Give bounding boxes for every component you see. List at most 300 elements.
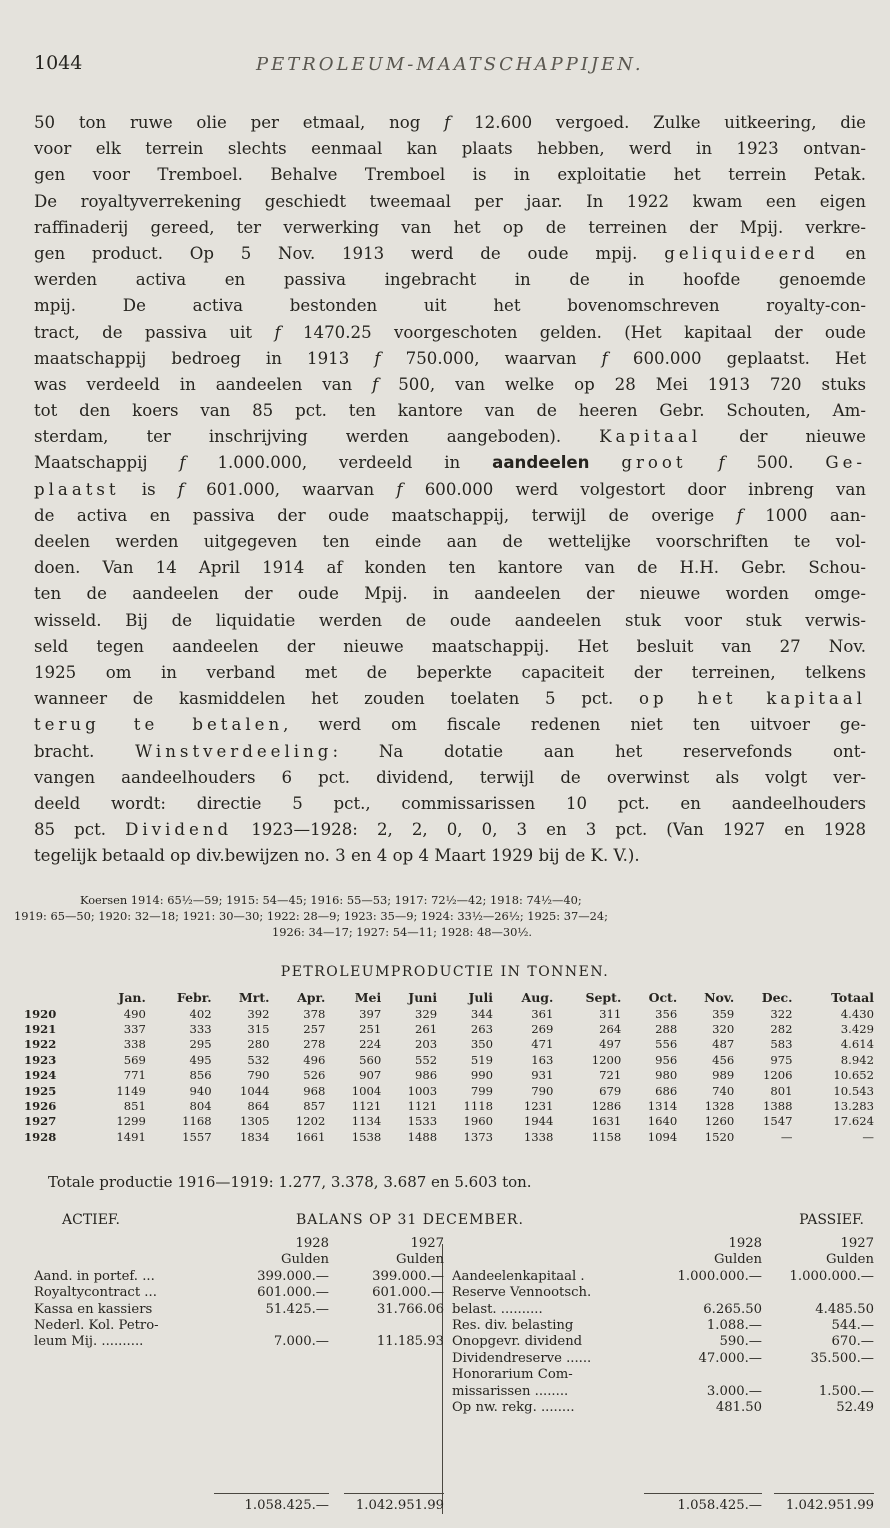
balance-ra: Aandeelenkapitaal .: [452, 1268, 585, 1284]
text-line: [34, 424, 866, 450]
table-cell: 315: [247, 1022, 270, 1037]
year-cell: 1923: [24, 1052, 57, 1067]
table-cell: 771: [123, 1068, 146, 1083]
production-table-header: [24, 988, 874, 1006]
balance-rv1: Gulden: [714, 1252, 762, 1268]
text-line: [34, 267, 866, 293]
table-cell: 856: [189, 1068, 212, 1083]
table-cell: 163: [531, 1052, 554, 1067]
table-row: [24, 1021, 874, 1036]
text-run: groot: [621, 453, 687, 473]
table-cell: 278: [303, 1037, 326, 1052]
table-cell: 990: [470, 1068, 494, 1083]
production-table-title: PETROLEUMPRODUCTIE IN TONNEN.: [280, 964, 610, 980]
table-cell: 1631: [591, 1114, 622, 1129]
balance-sheet: [34, 1236, 874, 1416]
text-run: 601.000, waarvan: [183, 479, 397, 499]
balance-row: [34, 1318, 874, 1334]
production-table: [24, 988, 874, 1145]
text-line: [34, 817, 866, 843]
text-line: [34, 634, 866, 660]
text-run: [687, 453, 719, 472]
balance-rv2: 670.—: [831, 1334, 874, 1350]
text-run: bracht.: [34, 741, 136, 761]
text-run: ten de aandeelen der oude Mpij. in aandeelen der nieuwe worden omge-: [34, 584, 866, 604]
text-run: tot den koers van 85 pct. ten kantore van de heeren Gebr. Schouten, Am-: [34, 401, 866, 421]
text-line: [34, 529, 866, 555]
total-assets-1927: 1.042.951.99: [355, 1498, 444, 1513]
table-cell: 532: [247, 1052, 270, 1067]
table-cell: 1520: [704, 1129, 735, 1144]
text-run: f: [372, 374, 379, 394]
text-line: [34, 843, 866, 869]
column-header: [24, 988, 90, 1006]
text-run: de activa en passiva der oude maatschappij, terwijl de overige: [34, 505, 737, 525]
text-run: terug te betalen: [34, 715, 284, 735]
text-run: 600.000 geplaatst. Het: [607, 348, 866, 368]
table-cell: 1388: [763, 1099, 793, 1114]
table-cell: 1121: [351, 1099, 382, 1114]
balance-ra: belast. ..........: [452, 1301, 543, 1317]
total-liabilities-1927: 1.042.951.99: [785, 1498, 874, 1513]
column-header: Oct.: [648, 989, 678, 1005]
balance-ra: Res. div. belasting: [452, 1317, 574, 1333]
table-cell: 4.614: [840, 1037, 874, 1052]
table-cell: 322: [770, 1006, 793, 1021]
table-cell: 1547: [763, 1114, 793, 1129]
balance-row: [34, 1351, 874, 1367]
balance-row: [34, 1334, 874, 1350]
sum-rule: [644, 1493, 762, 1494]
text-line: [34, 398, 866, 424]
table-cell: 721: [599, 1068, 622, 1083]
table-cell: 569: [123, 1052, 146, 1067]
table-cell: 975: [770, 1052, 793, 1067]
table-cell: 456: [712, 1052, 735, 1067]
balance-row: [34, 1285, 874, 1301]
balance-rv1: 47.000.—: [698, 1350, 762, 1366]
text-run: wanneer de kasmiddelen het zouden toelaten 5 pct.: [34, 689, 640, 709]
text-run: 1923—1928: 2, 2, 0, 0, 3 en 3 pct. (Van 1927 en 1928: [232, 820, 866, 840]
text-line: [34, 450, 866, 476]
text-line: [34, 739, 866, 765]
balance-rv1: 1.000.000.—: [677, 1268, 762, 1284]
balance-rv2: 1.000.000.—: [789, 1268, 874, 1284]
balance-rv1: 1928: [728, 1236, 762, 1251]
table-cell: 857: [303, 1099, 326, 1114]
table-cell: 679: [599, 1083, 622, 1098]
text-line: [34, 608, 866, 634]
sum-rule: [214, 1493, 329, 1494]
column-header: Sept.: [585, 989, 622, 1005]
year-cell: 1921: [24, 1022, 57, 1037]
table-cell: 1488: [407, 1129, 438, 1144]
column-header: Totaal: [831, 989, 874, 1005]
table-cell: 311: [599, 1006, 622, 1021]
text-run: 1470.25 voorgeschoten gelden. (Het kapitaal der oude: [280, 322, 866, 342]
text-line: [34, 581, 866, 607]
table-cell: 1338: [523, 1129, 554, 1144]
table-cell: 851: [123, 1099, 146, 1114]
table-cell: 1491: [116, 1129, 146, 1144]
text-run: 750.000, waarvan: [380, 348, 602, 368]
sum-rule: [774, 1493, 874, 1494]
table-cell: 1640: [647, 1114, 678, 1129]
page-number: 1044: [34, 52, 83, 74]
table-cell: —: [862, 1129, 874, 1144]
text-line: [34, 320, 866, 346]
table-cell: 329: [414, 1006, 438, 1021]
text-run: op het kapitaal: [639, 689, 866, 709]
text-line: [34, 712, 866, 738]
table-cell: 686: [655, 1083, 678, 1098]
column-header: Jan.: [118, 989, 146, 1005]
balance-row: [34, 1302, 874, 1318]
table-cell: 989: [712, 1068, 735, 1083]
balance-la: Aand. in portef. ...: [34, 1268, 155, 1284]
text-run: doen. Van 14 April 1914 af konden ten kantore van de H.H. Gebr. Schou-: [34, 558, 866, 578]
table-cell: 1538: [351, 1129, 382, 1144]
table-cell: 801: [770, 1083, 793, 1098]
text-run: f: [177, 479, 184, 499]
text-run: 50 ton ruwe olie per etmaal, nog: [34, 113, 445, 132]
text-run: 1925 om in verband met de beperkte capaciteit der terreinen, telkens: [34, 662, 866, 682]
running-title: PETROLEUM-MAATSCHAPPIJEN.: [256, 54, 644, 75]
page-header: [34, 52, 854, 82]
text-line: [34, 189, 866, 215]
text-line: [34, 477, 866, 503]
table-cell: 1305: [239, 1114, 270, 1129]
balance-lv1: 51.425.—: [265, 1301, 329, 1317]
table-cell: 1094: [647, 1129, 678, 1144]
balance-sheet-header: [34, 1212, 864, 1236]
balance-rv1: 1.088.—: [706, 1317, 762, 1333]
share-prices-line: 1919: 65—50; 1920: 32—18; 1921: 30—30; 1922: 28—9; 1923: 35—9; 1924: 33½—26½; 1925: 37—24;: [14, 909, 608, 923]
balance-la: Kassa en kassiers: [34, 1301, 153, 1317]
table-cell: 1118: [463, 1099, 494, 1114]
table-cell: 397: [359, 1006, 382, 1021]
column-header: Juli: [468, 989, 494, 1005]
column-header: Nov.: [704, 989, 735, 1005]
table-cell: 496: [303, 1052, 326, 1067]
table-cell: 338: [123, 1037, 146, 1052]
text-run: maatschappij bedroeg in 1913: [34, 348, 375, 368]
year-cell: 1926: [24, 1099, 57, 1114]
table-cell: —: [780, 1129, 793, 1144]
table-cell: 1328: [704, 1099, 735, 1114]
total-production-note: Totale productie 1916—1919: 1.277, 3.378, 3.687 en 5.603 ton.: [48, 1173, 532, 1191]
table-cell: 495: [189, 1052, 212, 1067]
table-cell: 1373: [463, 1129, 494, 1144]
column-header: Febr.: [176, 989, 212, 1005]
table-cell: 224: [359, 1037, 382, 1052]
text-line: [34, 110, 866, 136]
share-prices-line: 1926: 34—17; 1927: 54—11; 1928: 48—30½.: [272, 925, 533, 939]
table-row: [24, 1037, 874, 1052]
table-cell: 361: [531, 1006, 554, 1021]
text-run: [589, 453, 621, 472]
table-cell: 295: [189, 1037, 212, 1052]
balance-lv2: 11.185.93: [376, 1334, 444, 1350]
table-cell: 1834: [239, 1129, 270, 1144]
balance-row: [34, 1384, 874, 1400]
balance-ra: Dividendreserve ......: [452, 1350, 592, 1366]
total-liabilities-1928: 1.058.425.—: [677, 1498, 762, 1513]
balance-rv2: 4.485.50: [815, 1301, 874, 1317]
table-cell: 931: [531, 1068, 554, 1083]
year-cell: 1927: [24, 1114, 57, 1129]
table-cell: 402: [189, 1006, 212, 1021]
balance-rv1: 3.000.—: [706, 1383, 762, 1399]
year-cell: 1922: [24, 1037, 57, 1052]
table-cell: 1231: [523, 1099, 554, 1114]
table-cell: 261: [414, 1022, 438, 1037]
table-cell: 1003: [407, 1083, 438, 1098]
table-cell: 320: [712, 1022, 735, 1037]
table-cell: 1044: [239, 1083, 270, 1098]
table-cell: 1200: [591, 1052, 622, 1067]
text-line: [34, 503, 866, 529]
year-cell: 1925: [24, 1083, 57, 1098]
table-cell: 986: [414, 1068, 438, 1083]
text-line: [34, 555, 866, 581]
balance-rv1: 481.50: [715, 1399, 762, 1415]
table-cell: 282: [770, 1022, 793, 1037]
balance-rv2: 1927: [840, 1236, 874, 1251]
text-run: tegelijk betaald op div.bewijzen no. 3 en 4 op 4 Maart 1929 bij de K. V.).: [34, 846, 640, 866]
table-cell: 1661: [295, 1129, 326, 1144]
table-cell: 8.942: [840, 1052, 874, 1067]
table-cell: 1314: [647, 1099, 678, 1114]
text-run: f: [736, 505, 743, 525]
balance-lv1: 1928: [295, 1236, 329, 1251]
table-cell: 269: [531, 1022, 554, 1037]
table-cell: 1557: [182, 1129, 212, 1144]
table-row: [24, 1098, 874, 1113]
text-run: aandeelen: [492, 453, 590, 473]
table-cell: 526: [303, 1068, 326, 1083]
table-cell: 1004: [351, 1083, 382, 1098]
text-run: was verdeeld in aandeelen van: [34, 374, 373, 394]
table-cell: 251: [359, 1022, 382, 1037]
text-line: [34, 162, 866, 188]
balance-ra: Reserve Vennootsch.: [452, 1285, 592, 1301]
text-run: 1000 aan-: [742, 505, 866, 525]
balance-lv2: 601.000.—: [372, 1285, 444, 1301]
text-run: deelen werden uitgegeven ten einde aan de wettelijke voorschriften te vol-: [34, 532, 866, 551]
table-cell: 263: [470, 1022, 494, 1037]
text-run: : Na dotatie aan het reservefonds ont-: [332, 741, 866, 761]
text-line: [34, 346, 866, 372]
balance-row: [34, 1236, 874, 1252]
table-cell: 583: [770, 1037, 793, 1052]
text-run: mpij. De activa bestonden uit het bovenomschreven royalty-con-: [34, 296, 866, 316]
balance-ra: missarissen ........: [452, 1383, 569, 1399]
balance-rv1: 590.—: [719, 1334, 762, 1350]
balance-la: leum Mij. ..........: [34, 1334, 144, 1350]
table-cell: 1206: [763, 1068, 793, 1083]
balance-lv2: 1927: [410, 1236, 444, 1251]
table-cell: 1202: [295, 1114, 326, 1129]
text-run: is: [119, 479, 178, 499]
table-cell: 13.283: [833, 1099, 874, 1114]
table-cell: 1168: [182, 1114, 212, 1129]
text-run: f: [396, 479, 403, 499]
text-line: [34, 241, 866, 267]
text-run: f: [718, 453, 725, 473]
table-cell: 378: [303, 1006, 326, 1021]
text-run: gen voor Tremboel. Behalve Tremboel is in exploitatie het terrein Petak.: [34, 165, 866, 185]
table-cell: 203: [414, 1037, 438, 1052]
text-run: en: [818, 243, 866, 263]
balance-left-title: ACTIEF.: [62, 1212, 120, 1228]
table-cell: 1121: [407, 1099, 438, 1114]
text-run: raffinaderij gereed, ter verwerking van het op de terreinen der Mpij. verkre-: [34, 217, 866, 237]
balance-ra: Onopgevr. dividend: [452, 1334, 583, 1350]
text-run: deeld wordt: directie 5 pct., commissarissen 10 pct. en aandeelhouders: [34, 793, 866, 813]
table-cell: 1260: [704, 1114, 735, 1129]
table-cell: 519: [470, 1052, 494, 1067]
table-cell: 10.652: [833, 1068, 874, 1083]
table-cell: 487: [712, 1037, 735, 1052]
column-header: Mei: [354, 989, 382, 1005]
text-run: voor elk terrein slechts eenmaal kan plaats hebben, werd in 1923 ontvan-: [34, 139, 866, 159]
column-header: Juni: [408, 989, 438, 1005]
text-run: tract, de passiva uit: [34, 322, 275, 342]
year-cell: 1924: [24, 1068, 57, 1083]
balance-la: Nederl. Kol. Petro-: [34, 1317, 159, 1333]
balance-ra: Honorarium Com-: [452, 1367, 573, 1383]
table-cell: 264: [599, 1022, 622, 1037]
table-cell: 1533: [407, 1114, 438, 1129]
balance-rv2: 35.500.—: [810, 1350, 874, 1366]
table-cell: 471: [531, 1037, 554, 1052]
text-line: [34, 136, 866, 162]
text-run: vangen aandeelhouders 6 pct. dividend, terwijl de overwinst als volgt ver-: [34, 767, 866, 787]
table-row: [24, 1052, 874, 1067]
balance-right-title: PASSIEF.: [799, 1212, 864, 1228]
table-cell: 1944: [523, 1114, 554, 1129]
text-line: [34, 215, 866, 241]
table-cell: 17.624: [833, 1114, 874, 1129]
balance-lv2: Gulden: [396, 1252, 444, 1268]
column-header: Mrt.: [238, 989, 270, 1005]
table-cell: 288: [655, 1022, 678, 1037]
year-cell: 1920: [24, 1006, 57, 1021]
table-cell: 1299: [116, 1114, 146, 1129]
table-cell: 490: [123, 1006, 146, 1021]
table-cell: 392: [247, 1006, 270, 1021]
balance-rv2: Gulden: [826, 1252, 874, 1268]
balance-row: [34, 1400, 874, 1416]
text-run: gen product. Op 5 Nov. 1913 werd de oude mpij.: [34, 243, 665, 263]
text-run: , werd om fiscale redenen niet ten uitvoer ge-: [283, 715, 866, 735]
balance-la: Royaltycontract ...: [34, 1285, 157, 1301]
balance-lv1: 399.000.—: [257, 1268, 329, 1284]
table-row: [24, 1083, 874, 1098]
text-run: 12.600 vergoed. Zulke uitkeering, die: [450, 113, 866, 132]
table-cell: 907: [359, 1068, 382, 1083]
balance-totals: [34, 1498, 874, 1516]
table-cell: 956: [655, 1052, 678, 1067]
sum-rule: [344, 1493, 444, 1494]
year-cell: 1928: [24, 1129, 57, 1144]
balance-lv2: 399.000.—: [372, 1268, 444, 1284]
text-run: f: [444, 113, 451, 132]
balance-rv2: 1.500.—: [818, 1383, 874, 1399]
text-run: Maatschappij: [34, 453, 180, 473]
table-cell: 1134: [351, 1114, 382, 1129]
text-run: f: [179, 453, 186, 473]
table-row: [24, 1114, 874, 1129]
table-row: [24, 1006, 874, 1021]
table-cell: 980: [655, 1068, 678, 1083]
text-run: Ge-: [825, 453, 866, 473]
table-cell: 799: [470, 1083, 494, 1098]
text-line: [34, 765, 866, 791]
text-line: [34, 660, 866, 686]
table-cell: 356: [655, 1006, 678, 1021]
table-cell: 1158: [591, 1129, 622, 1144]
text-run: sterdam, ter inschrijving werden aangeboden).: [34, 427, 600, 447]
balance-rv1: 6.265.50: [703, 1301, 762, 1317]
table-cell: 4.430: [840, 1006, 874, 1021]
table-cell: 804: [189, 1099, 212, 1114]
table-cell: 940: [189, 1083, 212, 1098]
table-cell: 864: [247, 1099, 270, 1114]
table-cell: 280: [247, 1037, 270, 1052]
share-prices-line: Koersen 1914: 65½—59; 1915: 54—45; 1916: 55—53; 1917: 72½—42; 1918: 74½—40;: [80, 893, 582, 907]
table-cell: 3.429: [840, 1022, 874, 1037]
balance-ra: Op nw. rekg. ........: [452, 1399, 575, 1415]
balance-row: [34, 1252, 874, 1268]
table-cell: 556: [655, 1037, 678, 1052]
balance-rv2: 52.49: [836, 1399, 874, 1415]
table-cell: 344: [470, 1006, 494, 1021]
table-cell: 1149: [116, 1083, 146, 1098]
text-run: 600.000 werd volgestort door inbreng van: [402, 479, 866, 499]
column-header: Dec.: [761, 989, 793, 1005]
text-line: [34, 293, 866, 319]
table-cell: 10.543: [833, 1083, 874, 1098]
share-prices: [14, 892, 874, 940]
table-cell: 257: [303, 1022, 326, 1037]
balance-row: [34, 1269, 874, 1285]
table-cell: 740: [712, 1083, 735, 1098]
text-run: 500, van welke op 28 Mei 1913 720 stuks: [378, 374, 866, 394]
balance-rv2: 544.—: [831, 1317, 874, 1333]
text-run: der nieuwe: [701, 427, 866, 447]
balance-center-title: BALANS OP 31 DECEMBER.: [296, 1212, 524, 1228]
table-cell: 497: [599, 1037, 622, 1052]
text-line: [34, 686, 866, 712]
text-run: seld tegen aandeelen der nieuwe maatschappij. Het besluit van 27 Nov.: [34, 636, 866, 656]
balance-lv1: 7.000.—: [273, 1334, 329, 1350]
table-cell: 790: [247, 1068, 270, 1083]
table-cell: 350: [470, 1037, 494, 1052]
text-run: werden activa en passiva ingebracht in de in hoofde genoemde: [34, 270, 866, 290]
text-run: wisseld. Bij de liquidatie werden de oude aandeelen stuk voor stuk verwis-: [34, 610, 866, 630]
total-assets-1928: 1.058.425.—: [244, 1498, 329, 1513]
table-cell: 359: [712, 1006, 735, 1021]
table-cell: 790: [531, 1083, 554, 1098]
text-run: 500.: [724, 453, 826, 473]
table-cell: 560: [359, 1052, 382, 1067]
text-run: Winstverdeeling: [135, 741, 333, 761]
text-run: plaatst: [34, 479, 120, 499]
balance-row: [34, 1367, 874, 1383]
column-header: Aug.: [521, 989, 554, 1005]
